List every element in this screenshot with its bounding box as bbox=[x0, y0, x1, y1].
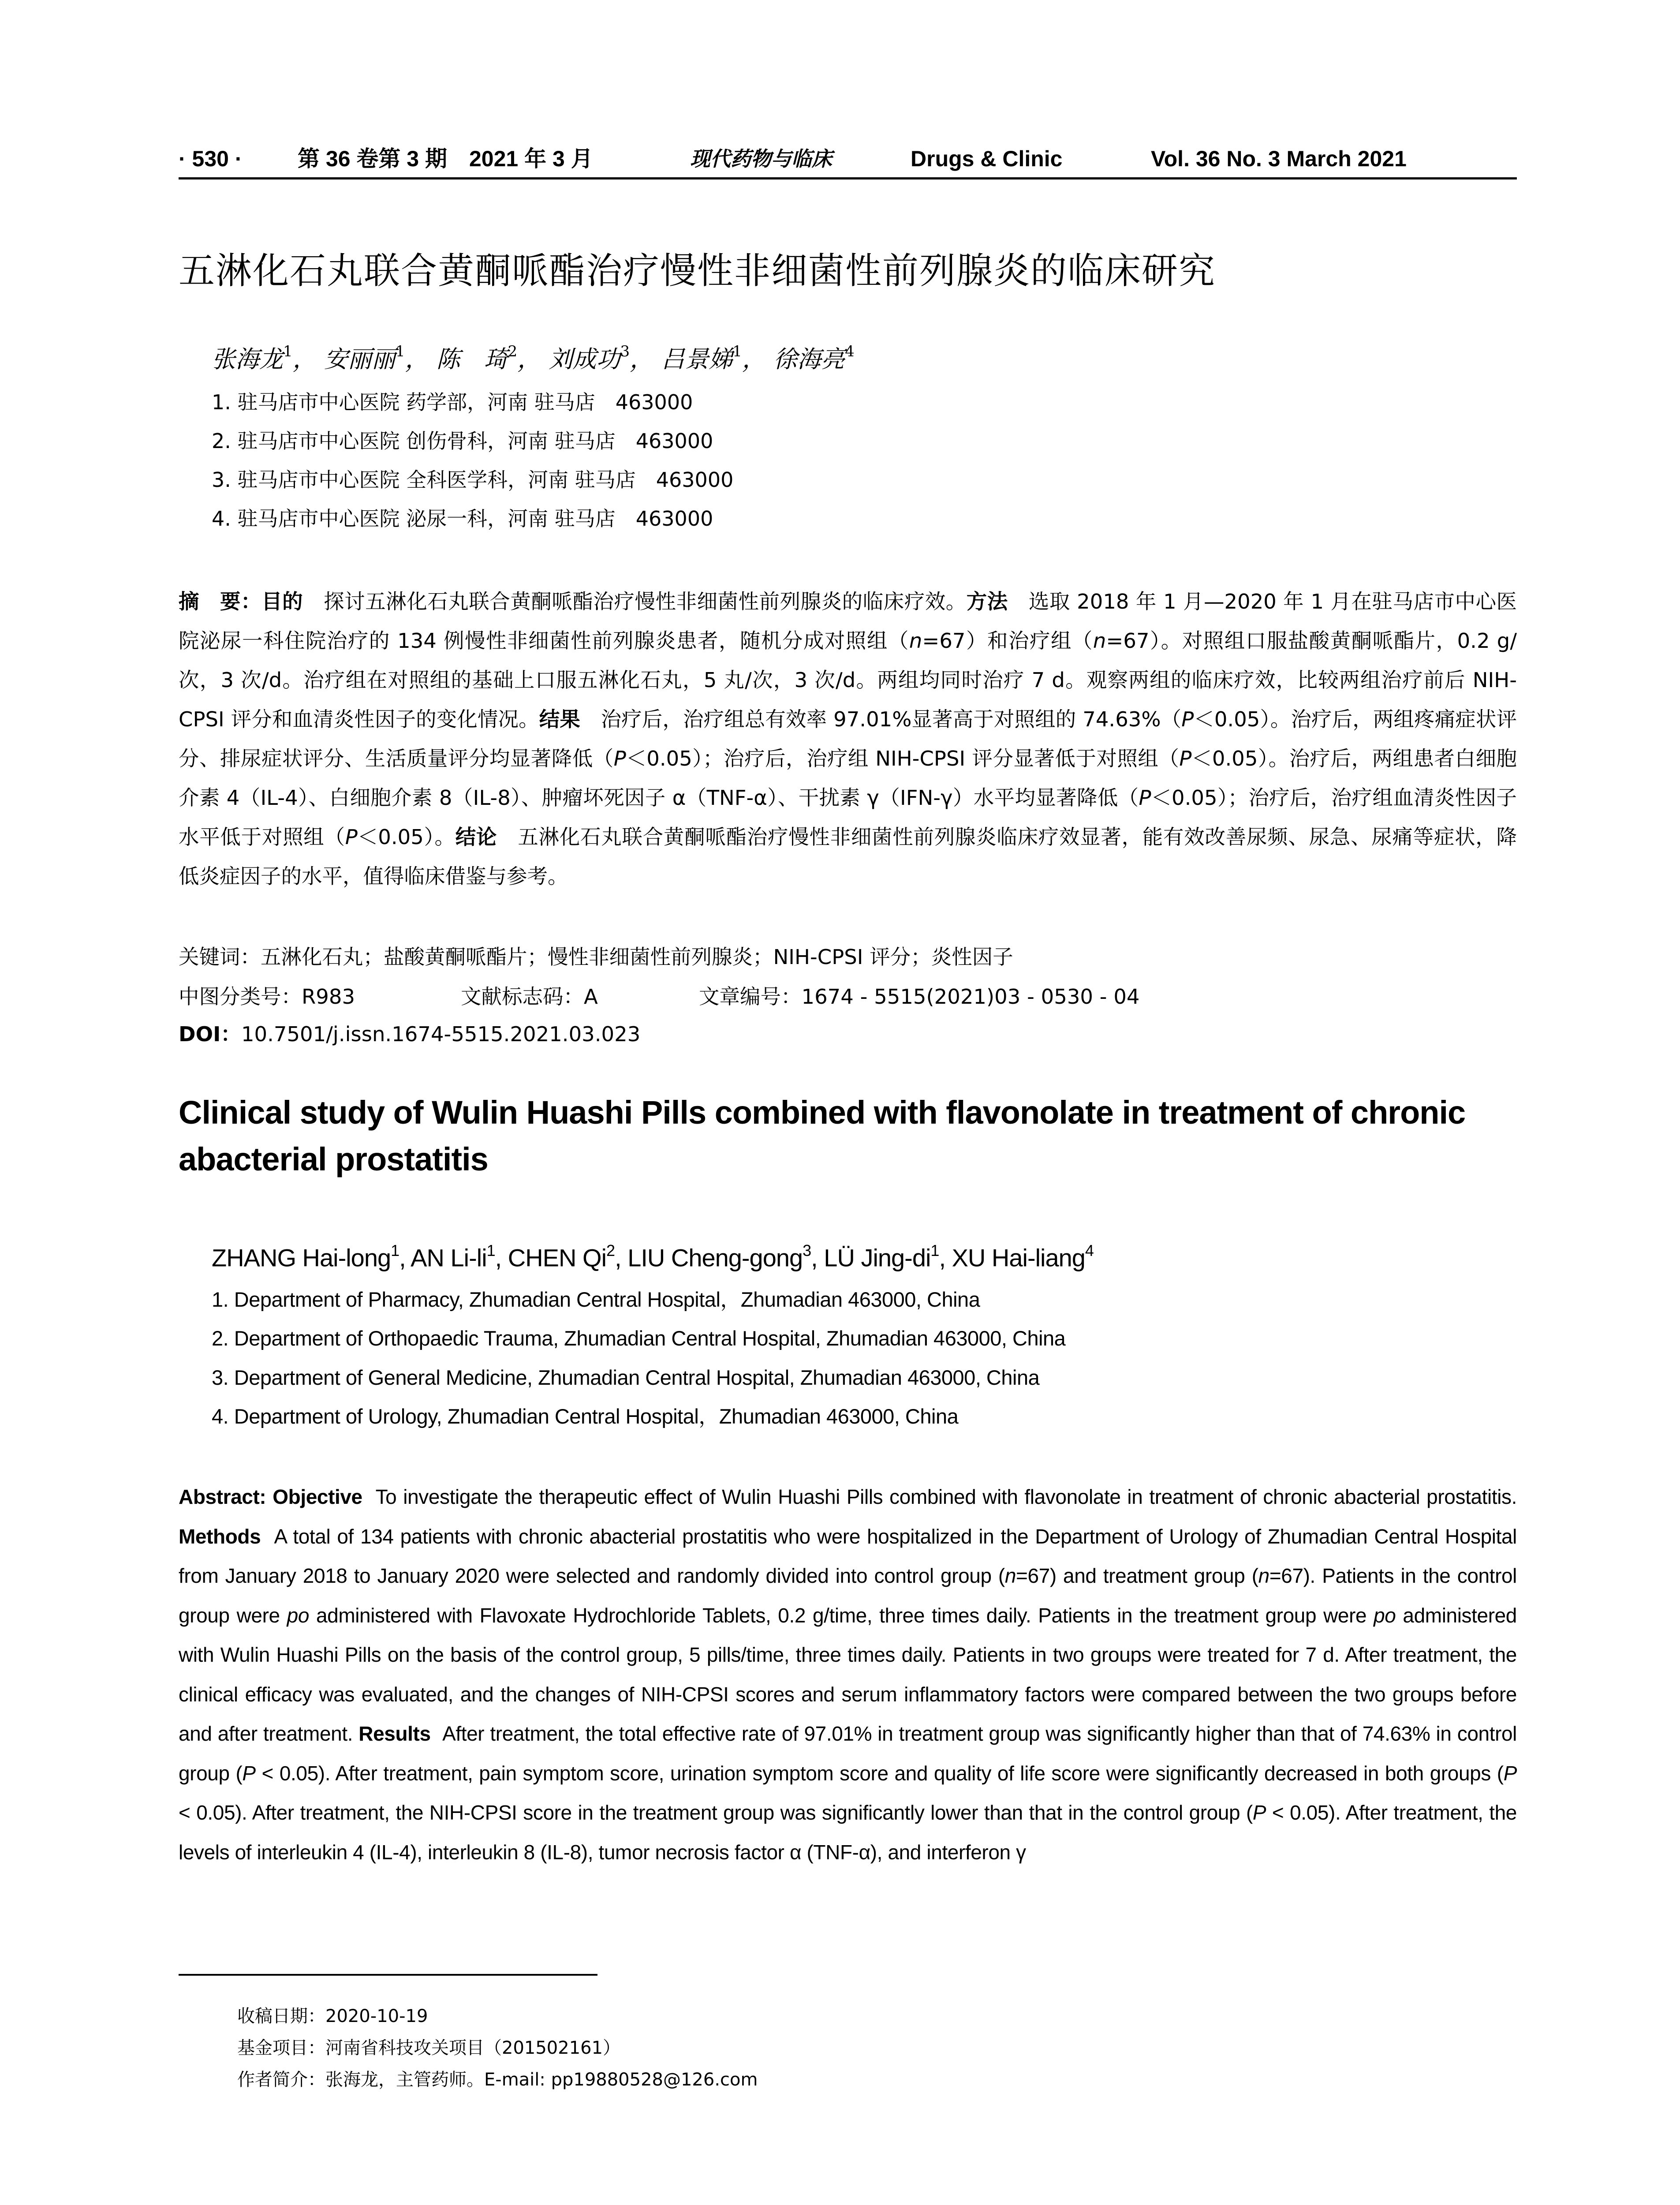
results-text-cn: ＜0.05）。治疗后，两组疼痛症状评分、排尿症状评分、生活质量评分均显著降低（ bbox=[179, 707, 1517, 770]
results-text-cn: ＜0.05）。治疗后，两组患者白细胞介素 4（IL-4）、白细胞介素 8（IL-8）、肿瘤坏死因子 α（TNF-α）、干扰素 γ（IFN-γ）水平均显著降低（ bbox=[179, 747, 1517, 810]
objective-label-cn: 目的 bbox=[261, 590, 303, 613]
journal-name-cn: 现代药物与临床 bbox=[690, 147, 832, 171]
results-label-en: Results bbox=[358, 1722, 431, 1745]
author-affiliation-mark: 1 bbox=[395, 343, 405, 360]
keywords-label: 关键词： bbox=[179, 945, 261, 969]
author-name: 徐海亮 bbox=[773, 345, 845, 373]
doi-label: DOI： bbox=[179, 1022, 241, 1046]
methods-text-cn: 选取 2018 年 1 月—2020 年 1 月在驻马店市中心医院泌尿一科住院治疗的 134 例慢性非细菌性前列腺炎患者，随机分成对照组（ bbox=[179, 590, 1517, 653]
methods-text-en: administered with Flavoxate Hydrochloride Tablets, 0.2 g/time, three times daily. Patients in the treatment group were bbox=[316, 1603, 1367, 1627]
author-affiliation-mark: 4 bbox=[1085, 1241, 1094, 1259]
methods-label-cn: 方法 bbox=[966, 590, 1008, 613]
author-name: LÜ Jing-di bbox=[824, 1244, 931, 1272]
affiliation-en: 1. Department of Pharmacy, Zhumadian Central Hospital，Zhumadian 463000, China bbox=[212, 1288, 980, 1311]
affiliation-cn: 1. 驻马店市中心医院 药学部，河南 驻马店 463000 bbox=[212, 390, 693, 414]
volume-issue-cn: 第 36 卷第 3 期 2021 年 3 月 bbox=[298, 146, 593, 171]
keywords-cn bbox=[179, 939, 1013, 975]
header-rule bbox=[179, 177, 1517, 179]
author-affiliation-mark: 4 bbox=[845, 343, 855, 360]
author-affiliation-mark: 1 bbox=[486, 1241, 495, 1259]
p-symbol: P bbox=[613, 747, 626, 770]
author-name: XU Hai-liang bbox=[952, 1244, 1085, 1272]
author-affiliation-mark: 1 bbox=[391, 1241, 399, 1259]
results-text-en: < 0.05). After treatment, pain symptom score, urination symptom score and quality of life score were significantly decreased in both groups ( bbox=[255, 1761, 1504, 1785]
abstract-label-en: Abstract: bbox=[179, 1485, 266, 1508]
methods-text-en: administered with Wulin Huashi Pills on the basis of the control group, 5 pills/time, three times daily. Patients in two groups were treated for 7 d. After treatment, the clinical efficacy was evaluated, and the changes of NIH-CPSI scores and serum inflammatory factors were compared between the two groups before and after treatment. bbox=[179, 1603, 1517, 1745]
author-affiliation-mark: 2 bbox=[508, 343, 518, 360]
article-number bbox=[699, 979, 1140, 1014]
results-text-cn: ＜0.05）；治疗后，治疗组 NIH-CPSI 评分显著低于对照组（ bbox=[626, 747, 1180, 770]
affiliation-en: 2. Department of Orthopaedic Trauma, Zhumadian Central Hospital, Zhumadian 463000, China bbox=[212, 1327, 1066, 1350]
running-header bbox=[179, 140, 1517, 180]
volume-issue-en: Vol. 36 No. 3 March 2021 bbox=[1151, 146, 1407, 171]
n-symbol: n bbox=[1258, 1564, 1269, 1587]
author-name: 张海龙 bbox=[212, 345, 283, 373]
affiliation-cn: 4. 驻马店市中心医院 泌尿一科，河南 驻马店 463000 bbox=[212, 507, 713, 531]
clc-value: R983 bbox=[302, 985, 355, 1009]
author-affiliation-mark: 1 bbox=[283, 343, 293, 360]
methods-text-en: A total of 134 patients with chronic abacterial prostatitis who were hospitalized in the Department of Urology of Zhumadian Central Hospital from January 2018 to January 2020 were selected and randomly divided into control group ( bbox=[179, 1525, 1517, 1587]
authors-en: ZHANG Hai-long$^1$, AN $Li-li^1$, CHEN Qi$^2$, LIU Cheng-gong$^3$, LÜ Jing-$di^1$, XU Hai-liang$^4$ bbox=[212, 1241, 1094, 1272]
footnote-received-date: 收稿日期：2020-10-19 bbox=[237, 2006, 428, 2026]
article-number-label: 文章编号： bbox=[699, 985, 802, 1009]
n-symbol: n bbox=[1004, 1564, 1016, 1587]
classification-line bbox=[179, 979, 1140, 1014]
page-number: · 530 · bbox=[179, 146, 243, 171]
p-symbol: P bbox=[345, 825, 358, 849]
results-text-en: After treatment, the total effective rate of 97.01% in treatment group was significantly higher than that of 74.63% in control group ( bbox=[179, 1722, 1517, 1785]
affiliation-en: 3. Department of General Medicine, Zhumadian Central Hospital, Zhumadian 463000, China bbox=[212, 1366, 1040, 1389]
author-affiliation-mark: 2 bbox=[606, 1241, 615, 1259]
author-name: 刘成功 bbox=[549, 345, 620, 373]
n-symbol: n bbox=[1093, 629, 1106, 653]
authors-cn: 张海龙$^1$， 安丽丽$^1$， 陈 琦$^2$， 刘成功$^3$， 吕景娣$^1$， 徐海亮$^4$ bbox=[212, 343, 855, 373]
po-abbrev: po bbox=[287, 1603, 310, 1627]
footnote-author-bio: 作者简介：张海龙，主管药师。E-mail: pp19880528@126.com bbox=[237, 2070, 758, 2090]
abstract-cn bbox=[179, 582, 1517, 896]
article-number-value: 1674 - 5515(2021)03 - 0530 - 04 bbox=[801, 985, 1140, 1009]
doi-line bbox=[179, 1017, 640, 1052]
doc-code-label: 文献标志码： bbox=[461, 985, 584, 1009]
results-text-cn: ＜0.05）；治疗后，治疗组血清炎性因子水平低于对照组（ bbox=[179, 786, 1517, 849]
author-name: CHEN Qi bbox=[508, 1244, 607, 1272]
n-symbol: n bbox=[909, 629, 922, 653]
p-symbol: P bbox=[1252, 1801, 1266, 1824]
author-affiliation-mark: 3 bbox=[620, 343, 630, 360]
doi-value: 10.7501/j.issn.1674-5515.2021.03.023 bbox=[241, 1022, 641, 1046]
objective-text-en: To investigate the therapeutic effect of Wulin Huashi Pills combined with flavonolate in treatment of chronic abacterial prostatitis. bbox=[375, 1485, 1517, 1508]
methods-text-cn: =67）。对照组口服盐酸黄酮哌酯片，0.2 g/次，3 次/d。治疗组在对照组的基础上口服五淋化石丸，5 丸/次，3 次/d。两组均同时治疗 7 d。观察两组的临床疗效，比较两组治疗前后 NIH-CPSI 评分和血清炎性因子的变化情况。 bbox=[179, 629, 1517, 731]
p-symbol: P bbox=[1181, 707, 1194, 731]
abstract-en bbox=[179, 1477, 1517, 1872]
methods-text-cn: =67）和治疗组（ bbox=[922, 629, 1093, 653]
methods-text-en: =67) and treatment group ( bbox=[1016, 1564, 1258, 1587]
author-name: LIU Cheng-gong bbox=[627, 1244, 803, 1272]
author-affiliation-mark: 3 bbox=[803, 1241, 811, 1259]
results-text-en: < 0.05). After treatment, the NIH-CPSI score in the treatment group was significantly lower than that in the control group ( bbox=[179, 1801, 1253, 1824]
author-name: ZHANG Hai-long bbox=[212, 1244, 391, 1272]
methods-text-en: =67). Patients in the control group were bbox=[179, 1564, 1517, 1627]
po-abbrev: po bbox=[1374, 1603, 1396, 1627]
p-symbol: P bbox=[1139, 786, 1151, 810]
author-name: 陈 琦 bbox=[436, 345, 508, 373]
conclusion-label-cn: 结论 bbox=[455, 825, 497, 849]
keywords-value: 五淋化石丸；盐酸黄酮哌酯片；慢性非细菌性前列腺炎；NIH-CPSI 评分；炎性因子 bbox=[261, 945, 1013, 969]
clc-label: 中图分类号： bbox=[179, 985, 302, 1009]
author-name: AN Li-li bbox=[411, 1244, 487, 1272]
doc-code-value: A bbox=[584, 985, 598, 1009]
results-text-cn: ＜0.05）。 bbox=[357, 825, 455, 849]
conclusion-text-cn: 五淋化石丸联合黄酮哌酯治疗慢性非细菌性前列腺炎临床疗效显著，能有效改善尿频、尿急、尿痛等症状，降低炎症因子的水平，值得临床借鉴与参考。 bbox=[179, 825, 1517, 888]
p-symbol: P bbox=[1179, 747, 1192, 770]
results-text-en: < 0.05). After treatment, the levels of interleukin 4 (IL-4), interleukin 8 (IL-8), tumor necrosis factor α (TNF-α), and interferon γ bbox=[179, 1801, 1517, 1864]
affiliation-cn: 2. 驻马店市中心医院 创伤骨科，河南 驻马店 463000 bbox=[212, 429, 713, 453]
author-name: 吕景娣 bbox=[661, 345, 733, 373]
abstract-label-cn: 摘 要： bbox=[179, 590, 262, 613]
journal-name-en: Drugs & Clinic bbox=[911, 146, 1063, 171]
objective-label-en: Objective bbox=[273, 1485, 362, 1508]
author-affiliation-mark: 1 bbox=[930, 1241, 939, 1259]
methods-label-en: Methods bbox=[179, 1525, 261, 1548]
doc-code bbox=[461, 979, 598, 1014]
affiliation-cn: 3. 驻马店市中心医院 全科医学科，河南 驻马店 463000 bbox=[212, 468, 734, 492]
author-name: 安丽丽 bbox=[324, 345, 396, 373]
affiliation-en: 4. Department of Urology, Zhumadian Central Hospital，Zhumadian 463000, China bbox=[212, 1405, 959, 1428]
title-en: Clinical study of Wulin Huashi Pills combined with flavonolate in treatment of chronic abacterial prostatitis bbox=[179, 1094, 1466, 1177]
author-affiliation-mark: 1 bbox=[732, 343, 742, 360]
p-symbol: P bbox=[242, 1761, 256, 1785]
results-text-cn: 治疗后，治疗组总有效率 97.01%显著高于对照组的 74.63%（ bbox=[601, 707, 1182, 731]
objective-text-cn: 探讨五淋化石丸联合黄酮哌酯治疗慢性非细菌性前列腺炎的临床疗效。 bbox=[324, 590, 967, 613]
footnote-rule bbox=[179, 1974, 597, 1976]
results-label-cn: 结果 bbox=[539, 707, 580, 731]
title-cn: 五淋化石丸联合黄酮哌酯治疗慢性非细菌性前列腺炎的临床研究 bbox=[179, 250, 1216, 292]
p-symbol: P bbox=[1503, 1761, 1517, 1785]
footnote-funding: 基金项目：河南省科技攻关项目（201502161） bbox=[237, 2038, 621, 2058]
